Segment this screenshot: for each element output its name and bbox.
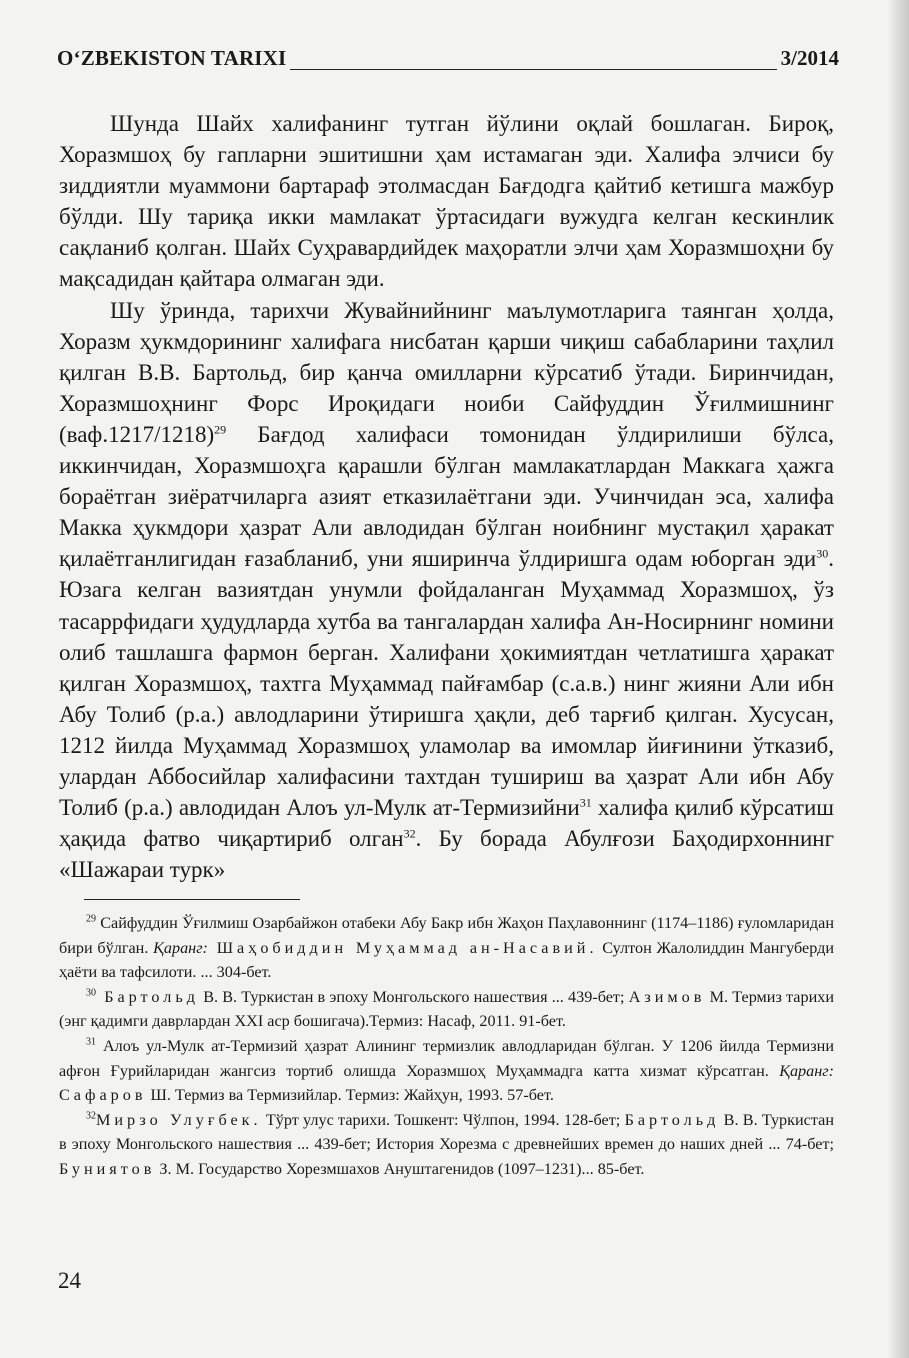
footnote-ref-31[interactable]: 31 (579, 795, 592, 810)
footnote-text: Сайфуддин Ўғилмиш Озарбайжон отабеки Абу Бакр ибн Жаҳон Паҳлавоннинг (1174–1186) ғуломларидан бири бўлган. (59, 914, 834, 957)
footnote-31 (59, 1034, 834, 1108)
footnote-number: 31 (86, 1036, 96, 1048)
footnote-number: 32 (86, 1110, 96, 1122)
running-header (57, 42, 839, 76)
footnote-author: Азимов (628, 987, 706, 1006)
footnote-separator (84, 899, 300, 900)
paragraph-2-text-c: . Юзага келган вазиятдан унумли фойдаланган Муҳаммад Хоразмшоҳ, ўз тасаррфидаги ҳудудларда хутба ва тангалардан халифа Ан-Носирнинг номини олиб ташлашга фармон берган. Халифани ҳокимиятдан четлатишга ҳаракат қилган Хоразмшоҳ, тахтга Муҳаммад пайғамбар (с.а.в.) нинг жияни Али ибн Абу Толиб (р.а.) авлодларини ўтиришга ҳақли, деб тарғиб қилган. Хусусан, 1212 йилда Муҳаммад Хоразмшоҳ уламолар ва имомлар йиғинини ўтказиб, улардан Аббосийлар халифасини тахтдан тушириш ва ҳазрат Али ибн Абу Толиб (р.а.) авлодидан Алоъ ул-Мулк ат-Термизийни (59, 546, 834, 821)
footnote-text: Ш. Термиз ва Термизийлар. Термиз: Жайҳун, 1993. 57-бет. (146, 1086, 554, 1105)
paragraph-2-text-b: Бағдод халифаси томонидан ўлдирилиши бўлса, иккинчидан, Хоразмшоҳга қарашли бўлган мамлакатлардан Маккага ҳажга бораётган зиёратчиларга азият етказилаётгани эди. Учинчидан эса, халифа Макка ҳукмдори ҳазрат Али авлодидан бўлган ноибнинг мустақил ҳаракат қилаётганлигидан ғазабланиб, уни яширинча ўлдиришга одам юборган эди (59, 421, 834, 572)
footnote-32 (59, 1108, 834, 1182)
main-text (59, 108, 834, 885)
footnote-text: В. В. Туркистан в эпоху Монгольского нашествия ... 439-бет; (199, 987, 629, 1006)
footnote-ref-32[interactable]: 32 (403, 826, 416, 841)
issue-number: 3/2014 (777, 46, 839, 71)
journal-title: O‘ZBEKISTON TARIXI (57, 46, 290, 71)
footnote-text: Тўрт улус тарихи. Тошкент: Чўлпон, 1994. 128-бет; (261, 1110, 625, 1129)
footnote-29 (59, 911, 834, 985)
footnote-text: М. Термиз тарихи (энг қадимги даврлардан XXI аср бошигача).Термиз: Насаф, 2011. 91-бет. (59, 987, 835, 1031)
footnote-see-label: Қаранг: (779, 1061, 834, 1080)
paragraph-1 (59, 108, 834, 295)
footnote-text: Алоъ ул-Мулк ат-Термизий ҳазрат Алининг термизлик авлодларидан бўлган. У 1206 йилда Термизни афғон Ғурийларидан жангсиз тортиб олишда Хоразмшоҳ Муҳаммадга катта хизмат кўрсатган. (59, 1036, 834, 1080)
footnote-ref-30[interactable]: 30 (816, 546, 829, 561)
footnote-number: 30 (86, 987, 96, 999)
footnote-ref-29[interactable]: 29 (214, 422, 227, 437)
footnote-number: 29 (86, 913, 96, 925)
paragraph-2-text-a: Шу ўринда, тарихчи Жувайнийнинг маълумотларига таянган ҳолда, Хоразм ҳукмдорининг халифага нисбатан қарши чиқиш сабабларини таҳлил қилган В.В. Бартольд, бир қанча омилларни кўрсатиб ўтади. Биринчидан, Хоразмшоҳнинг Форс Ироқидаги ноиби Сайфуддин Ўғилмишнинг (ваф.1217/1218) (59, 297, 834, 447)
paragraph-2-text-e: . Бу борада Абулғози Баҳодирхоннинг «Шажараи турк» (59, 826, 835, 883)
footnote-author: Мирзо Улуғбек. (96, 1110, 262, 1129)
footnote-text: Султон Жалолиддин Мангуберди ҳаёти ва тафсилоти. ... 304-бет. (59, 938, 834, 982)
footnote-author: Бартольд (624, 1110, 720, 1129)
footnotes (59, 911, 834, 1182)
footnote-author: Шаҳобиддин Муҳаммад ан-Насавий. (207, 938, 598, 957)
paragraph-1-text: Шунда Шайх халифанинг тутган йўлини оқлай бошлаган. Бироқ, Хоразмшоҳ бу гапларни эшитишни ҳам истамаган эди. Халифа элчиси бу зиддиятли муаммони бартараф этолмасдан Бағдодга қайтиб кетишга мажбур бўлди. Шу тариқа икки мамлакат ўртасидаги вужудга келган кескинлик сақланиб қолган. Шайх Суҳравардийдек маҳоратли элчи ҳам Хоразмшоҳни бу мақсадидан қайтара олмаган эди. (59, 111, 834, 292)
footnote-author: Бартольд (96, 987, 199, 1006)
page-spine-shadow (887, 0, 909, 1358)
paragraph-2-text-d: халифа қилиб кўрсатиш ҳақида фатво чиқартириб олган (59, 795, 834, 852)
footnote-author: Буниятов (59, 1159, 156, 1178)
page-number: 24 (58, 1268, 81, 1293)
footnote-see-label: Қаранг: (153, 938, 208, 957)
footnote-author: Сафаров (59, 1086, 147, 1105)
footnote-30 (59, 985, 834, 1034)
paragraph-2 (59, 295, 834, 886)
footnote-text: В. В. Туркистан в эпоху Монгольского нашествия ... 439-бет; История Хорезма с древнейших времен до наших дней ... 74-бет; (59, 1110, 834, 1154)
footnote-text: З. М. Государство Хорезмшахов Ануштагенидов (1097–1231)... 85-бет. (155, 1159, 645, 1178)
